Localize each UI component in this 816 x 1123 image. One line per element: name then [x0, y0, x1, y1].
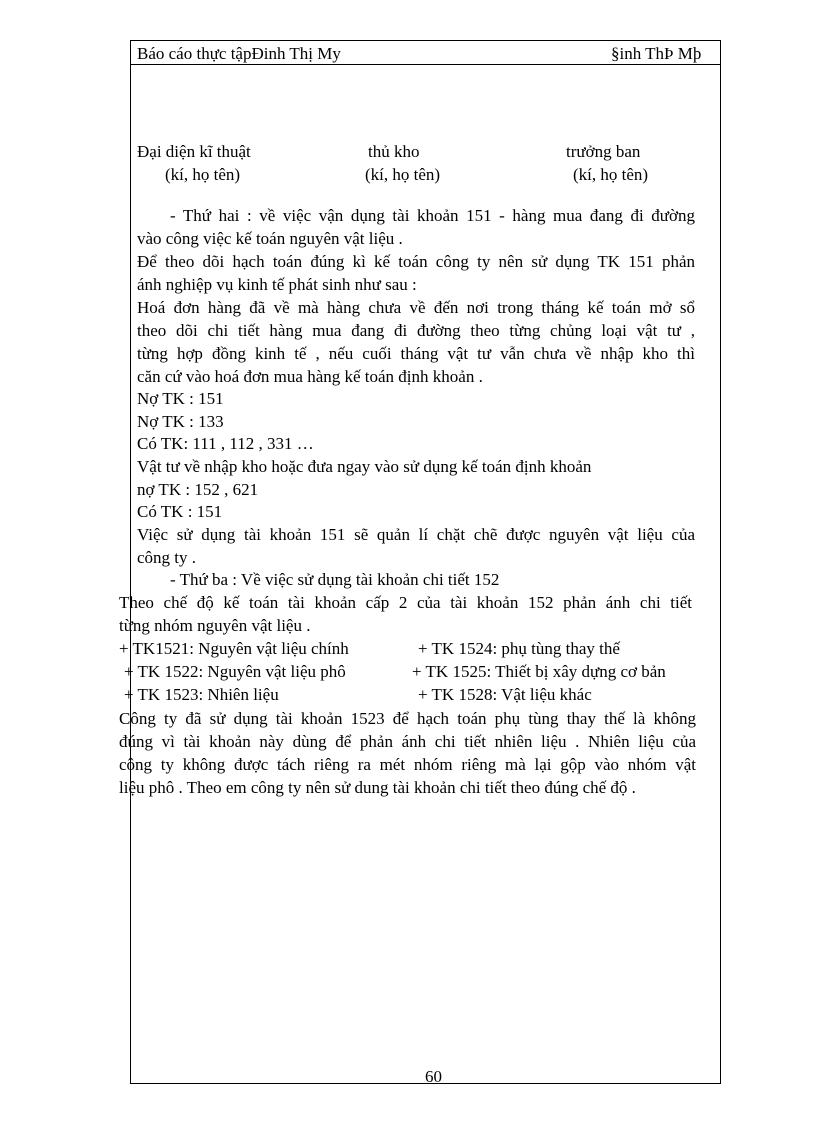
body-line: - Thứ hai : về việc vận dụng tài khoản 151 - hàng mua đang đi đường	[170, 206, 695, 225]
body-line: Có TK : 151	[137, 502, 223, 521]
body-line: Việc sử dụng tài khoản 151 sẽ quản lí chặt chẽ được nguyên vật liệu của	[137, 525, 695, 544]
body-line: Vật tư về nhập kho hoặc đưa ngay vào sử dụng kế toán định khoản	[137, 457, 592, 476]
closing-line: liệu phô . Theo em công ty nên sử dung tài khoản chi tiết theo đúng chế độ .	[119, 778, 636, 797]
body-line: Nợ TK : 133	[137, 412, 224, 431]
closing-line: công ty không được tách riêng ra mét nhóm riêng mà lại gộp vào nhóm vật	[119, 755, 696, 774]
signature-role-head: trưởng ban	[566, 142, 641, 161]
body-line: công ty .	[137, 548, 197, 567]
body-line: - Thứ ba : Về việc sử dụng tài khoản chi tiết 152	[170, 570, 500, 589]
body-line: Nợ TK : 151	[137, 389, 224, 408]
account-item: + TK 1524: phụ tùng thay thế	[418, 639, 620, 658]
closing-line: Công ty đã sử dụng tài khoản 1523 để hạch toán phụ tùng thay thế là không	[119, 709, 696, 728]
header-right: §inh ThÞ Mþ	[611, 44, 702, 63]
body-line: Có TK: 111 , 112 , 331 …	[137, 434, 314, 453]
signature-note-head: (kí, họ tên)	[573, 165, 649, 184]
body-line: Để theo dõi hạch toán đúng kì kế toán công ty nên sử dụng TK 151 phản	[137, 252, 695, 271]
signature-note-technical: (kí, họ tên)	[165, 165, 241, 184]
body-line: căn cứ vào hoá đơn mua hàng kế toán định khoản .	[137, 367, 483, 386]
account-item: + TK 1522: Nguyên vật liệu phô	[124, 662, 346, 681]
body-line: từng hợp đồng kinh tế , nếu cuối tháng vật tư vẫn chưa về nhập kho thì	[137, 344, 695, 363]
body-line: vào công việc kế toán nguyên vật liệu .	[137, 229, 403, 248]
signature-note-storekeeper: (kí, họ tên)	[365, 165, 441, 184]
account-item: + TK1521: Nguyên vật liệu chính	[119, 639, 349, 658]
account-item: + TK 1525: Thiết bị xây dựng cơ bản	[412, 662, 666, 681]
body-line: Theo chế độ kế toán tài khoản cấp 2 của tài khoản 152 phản ánh chi tiết	[119, 593, 692, 612]
page-border	[130, 40, 721, 1084]
page-number: 60	[425, 1067, 442, 1086]
signature-role-storekeeper: thủ kho	[368, 142, 420, 161]
body-line: ánh nghiệp vụ kinh tế phát sinh như sau :	[137, 275, 417, 294]
body-line: nợ TK : 152 , 621	[137, 480, 259, 499]
body-line: từng nhóm nguyên vật liệu .	[119, 616, 311, 635]
body-line: theo dõi chi tiết hàng mua đang đi đường theo từng chủng loại vật tư ,	[137, 321, 695, 340]
header-left: Báo cáo thực tậpĐinh Thị My	[137, 44, 341, 63]
account-item: + TK 1528: Vật liệu khác	[418, 685, 592, 704]
signature-role-technical: Đại diện kĩ thuật	[137, 142, 251, 161]
closing-line: đúng vì tài khoản này dùng để phản ánh chi tiết nhiên liệu . Nhiên liệu của	[119, 732, 696, 751]
account-item: + TK 1523: Nhiên liệu	[124, 685, 279, 704]
body-line: Hoá đơn hàng đã về mà hàng chưa về đến nơi trong tháng kế toán mở sổ	[137, 298, 695, 317]
